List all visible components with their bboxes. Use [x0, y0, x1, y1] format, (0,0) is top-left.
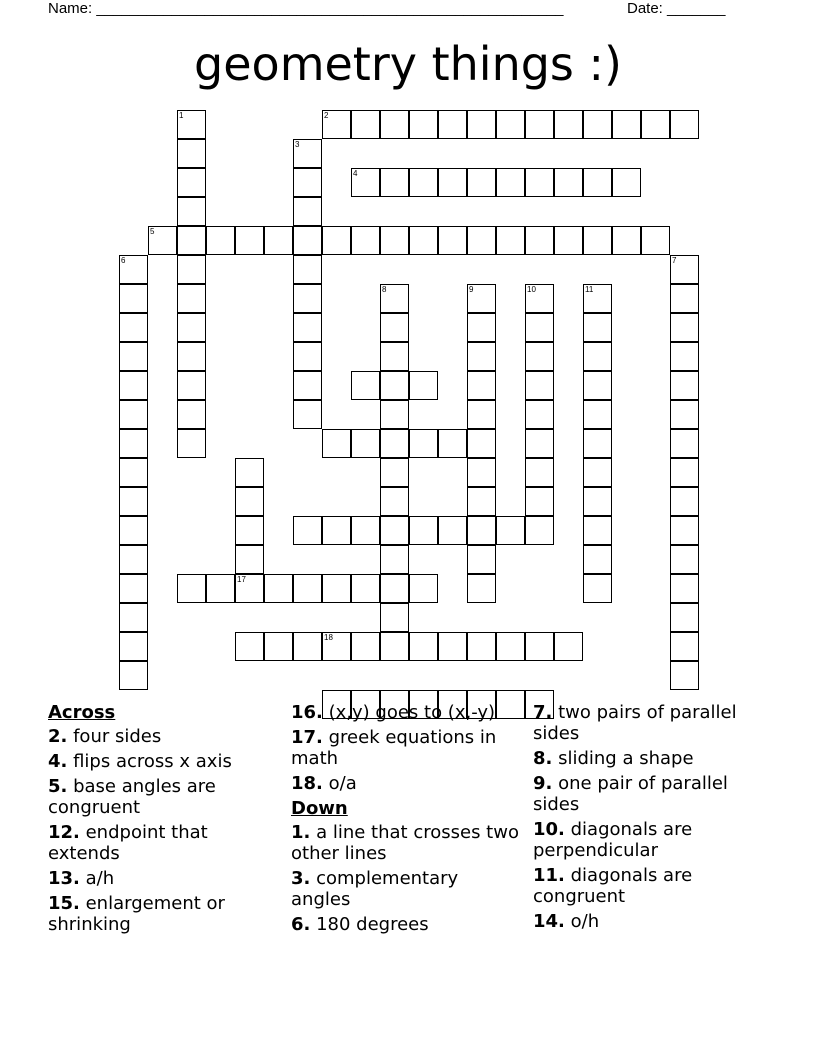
grid-cell[interactable] — [322, 226, 351, 255]
grid-cell[interactable] — [351, 110, 380, 139]
clue-item — [533, 819, 763, 861]
grid-cell[interactable] — [670, 516, 699, 545]
grid-cell[interactable] — [351, 371, 380, 400]
grid-cell[interactable] — [351, 429, 380, 458]
clue-item — [533, 865, 763, 907]
grid-cell[interactable] — [525, 313, 554, 342]
clues-column-2 — [291, 702, 521, 939]
clue-item-text: base angles are congruent — [48, 776, 216, 818]
grid-cell[interactable] — [525, 458, 554, 487]
clue-item-text: 180 degrees — [310, 914, 429, 935]
clue-item — [48, 776, 278, 818]
clue-item — [48, 868, 278, 889]
clue-item — [533, 702, 763, 744]
grid-cell[interactable] — [322, 110, 351, 139]
grid-cell[interactable] — [293, 371, 322, 400]
grid-cell[interactable] — [670, 371, 699, 400]
grid-cell[interactable] — [409, 371, 438, 400]
clue-item-text: diagonals are congruent — [533, 865, 693, 907]
grid-cell[interactable] — [670, 110, 699, 139]
grid-cell[interactable] — [322, 632, 351, 661]
grid-cell[interactable] — [380, 226, 409, 255]
grid-cell[interactable] — [525, 429, 554, 458]
grid-cell[interactable] — [380, 545, 409, 574]
clue-item — [533, 911, 763, 932]
clue-item-number: 11. — [533, 865, 565, 886]
clues-column-1 — [48, 702, 278, 939]
grid-cell[interactable] — [177, 255, 206, 284]
grid-cell[interactable] — [554, 632, 583, 661]
grid-cell[interactable] — [670, 661, 699, 690]
clue-item-number: 18. — [291, 773, 323, 794]
grid-cell[interactable] — [351, 226, 380, 255]
grid-cell[interactable] — [119, 255, 148, 284]
grid-cell[interactable] — [583, 400, 612, 429]
grid-cell[interactable] — [293, 574, 322, 603]
grid-cell[interactable] — [612, 168, 641, 197]
grid-cell[interactable] — [467, 313, 496, 342]
grid-cell[interactable] — [583, 487, 612, 516]
grid-cell[interactable] — [177, 110, 206, 139]
grid-cell[interactable] — [293, 197, 322, 226]
clues-column-3 — [533, 702, 763, 936]
grid-cell[interactable] — [293, 139, 322, 168]
grid-cell[interactable] — [380, 603, 409, 632]
grid-cell[interactable] — [670, 342, 699, 371]
clue-number: 17 — [237, 575, 246, 584]
grid-cell[interactable] — [351, 574, 380, 603]
grid-cell[interactable] — [177, 168, 206, 197]
grid-cell[interactable] — [583, 284, 612, 313]
grid-cell[interactable] — [467, 284, 496, 313]
grid-cell[interactable] — [177, 139, 206, 168]
grid-cell[interactable] — [409, 429, 438, 458]
grid-cell[interactable] — [438, 168, 467, 197]
clue-item-text: sliding a shape — [552, 748, 694, 769]
grid-cell[interactable] — [119, 632, 148, 661]
clue-item — [291, 702, 521, 723]
grid-cell[interactable] — [293, 313, 322, 342]
grid-cell[interactable] — [380, 342, 409, 371]
grid-cell[interactable] — [119, 574, 148, 603]
grid-cell[interactable] — [409, 516, 438, 545]
grid-cell[interactable] — [380, 516, 409, 545]
grid-cell[interactable] — [438, 110, 467, 139]
grid-cell[interactable] — [206, 226, 235, 255]
grid-cell[interactable] — [293, 226, 322, 255]
grid-cell[interactable] — [235, 574, 264, 603]
clue-number: 2 — [324, 111, 329, 120]
grid-cell[interactable] — [525, 371, 554, 400]
grid-cell[interactable] — [583, 110, 612, 139]
clue-item-text: a/h — [79, 868, 115, 889]
clue-item — [533, 748, 763, 769]
grid-cell[interactable] — [119, 342, 148, 371]
grid-cell[interactable] — [119, 487, 148, 516]
grid-cell[interactable] — [525, 400, 554, 429]
grid-cell[interactable] — [583, 545, 612, 574]
clue-item-text: endpoint that extends — [48, 822, 208, 864]
grid-cell[interactable] — [119, 284, 148, 313]
clue-item-number: 12. — [48, 822, 80, 843]
grid-cell[interactable] — [438, 516, 467, 545]
grid-cell[interactable] — [525, 516, 554, 545]
clue-item-text: o/h — [564, 911, 600, 932]
grid-cell[interactable] — [351, 516, 380, 545]
grid-cell[interactable] — [525, 284, 554, 313]
grid-cell[interactable] — [583, 516, 612, 545]
grid-cell[interactable] — [264, 574, 293, 603]
grid-cell[interactable] — [612, 226, 641, 255]
clue-item-text: four sides — [67, 726, 162, 747]
grid-cell[interactable] — [496, 632, 525, 661]
clue-number: 4 — [353, 169, 358, 178]
clue-item — [48, 751, 278, 772]
grid-cell[interactable] — [612, 110, 641, 139]
grid-cell[interactable] — [235, 458, 264, 487]
grid-cell[interactable] — [641, 226, 670, 255]
grid-cell[interactable] — [583, 313, 612, 342]
clue-item-text: a line that crosses two other lines — [291, 822, 519, 864]
clue-item-number: 4. — [48, 751, 68, 772]
grid-cell[interactable] — [119, 661, 148, 690]
grid-cell[interactable] — [177, 342, 206, 371]
grid-cell[interactable] — [177, 284, 206, 313]
grid-cell[interactable] — [525, 342, 554, 371]
grid-cell[interactable] — [351, 168, 380, 197]
grid-cell[interactable] — [119, 458, 148, 487]
grid-cell[interactable] — [467, 110, 496, 139]
grid-cell[interactable] — [583, 458, 612, 487]
grid-cell[interactable] — [641, 110, 670, 139]
clue-heading: Across — [48, 702, 116, 723]
clue-item-text: two pairs of parallel sides — [533, 702, 737, 744]
clue-item-text: greek equations in math — [291, 727, 497, 769]
grid-cell[interactable] — [467, 226, 496, 255]
grid-cell[interactable] — [380, 487, 409, 516]
clue-heading: Down — [291, 798, 348, 819]
clue-item — [291, 914, 521, 935]
clue-item-text: o/a — [322, 773, 357, 794]
grid-cell[interactable] — [467, 545, 496, 574]
grid-cell[interactable] — [670, 574, 699, 603]
clue-item — [291, 773, 521, 794]
clue-number: 9 — [469, 285, 474, 294]
grid-cell[interactable] — [177, 226, 206, 255]
grid-cell[interactable] — [293, 168, 322, 197]
grid-cell[interactable] — [525, 487, 554, 516]
grid-cell[interactable] — [293, 516, 322, 545]
grid-cell[interactable] — [409, 226, 438, 255]
grid-cell[interactable] — [235, 487, 264, 516]
grid-cell[interactable] — [467, 429, 496, 458]
clue-item-number: 13. — [48, 868, 80, 889]
grid-cell[interactable] — [554, 226, 583, 255]
grid-cell[interactable] — [177, 429, 206, 458]
clue-item-number: 14. — [533, 911, 565, 932]
grid-cell[interactable] — [177, 313, 206, 342]
clue-item-number: 2. — [48, 726, 68, 747]
grid-cell[interactable] — [525, 632, 554, 661]
grid-cell[interactable] — [380, 284, 409, 313]
grid-cell[interactable] — [467, 632, 496, 661]
clue-item-number: 9. — [533, 773, 553, 794]
grid-cell[interactable] — [177, 574, 206, 603]
clue-item-text: enlargement or shrinking — [48, 893, 225, 935]
clue-item-text: complementary angles — [291, 868, 459, 910]
grid-cell[interactable] — [380, 110, 409, 139]
grid-cell[interactable] — [235, 516, 264, 545]
grid-cell[interactable] — [293, 284, 322, 313]
grid-cell[interactable] — [670, 400, 699, 429]
grid-cell[interactable] — [438, 226, 467, 255]
clue-item — [291, 822, 521, 864]
grid-cell[interactable] — [119, 545, 148, 574]
clue-item-number: 10. — [533, 819, 565, 840]
clue-number: 11 — [585, 285, 594, 294]
grid-cell[interactable] — [583, 429, 612, 458]
grid-cell[interactable] — [583, 574, 612, 603]
clue-item-number: 1. — [291, 822, 311, 843]
grid-cell[interactable] — [525, 110, 554, 139]
grid-cell[interactable] — [293, 342, 322, 371]
grid-cell[interactable] — [119, 429, 148, 458]
grid-cell[interactable] — [351, 632, 380, 661]
name-field[interactable]: Name: ________________________________________________________ — [48, 0, 564, 17]
clue-item-number: 3. — [291, 868, 311, 889]
grid-cell[interactable] — [467, 342, 496, 371]
grid-cell[interactable] — [293, 400, 322, 429]
grid-cell[interactable] — [409, 632, 438, 661]
grid-cell[interactable] — [264, 226, 293, 255]
grid-cell[interactable] — [525, 226, 554, 255]
grid-cell[interactable] — [322, 516, 351, 545]
clue-item-number: 15. — [48, 893, 80, 914]
grid-cell[interactable] — [467, 168, 496, 197]
clue-number: 1 — [179, 111, 184, 120]
grid-cell[interactable] — [467, 458, 496, 487]
grid-cell[interactable] — [293, 255, 322, 284]
grid-cell[interactable] — [496, 226, 525, 255]
grid-cell[interactable] — [380, 458, 409, 487]
grid-cell[interactable] — [409, 168, 438, 197]
grid-cell[interactable] — [119, 371, 148, 400]
grid-cell[interactable] — [670, 255, 699, 284]
clue-number: 5 — [150, 227, 155, 236]
grid-cell[interactable] — [467, 371, 496, 400]
grid-cell[interactable] — [583, 226, 612, 255]
grid-cell[interactable] — [409, 574, 438, 603]
grid-cell[interactable] — [380, 632, 409, 661]
grid-cell[interactable] — [670, 284, 699, 313]
grid-cell[interactable] — [583, 371, 612, 400]
grid-cell[interactable] — [177, 371, 206, 400]
clue-number: 6 — [121, 256, 126, 265]
clue-item-text: flips across x axis — [67, 751, 232, 772]
grid-cell[interactable] — [177, 197, 206, 226]
grid-cell[interactable] — [235, 632, 264, 661]
grid-cell[interactable] — [554, 110, 583, 139]
clue-number: 7 — [672, 256, 677, 265]
grid-cell[interactable] — [119, 516, 148, 545]
clue-item-number: 8. — [533, 748, 553, 769]
grid-cell[interactable] — [496, 168, 525, 197]
grid-cell[interactable] — [670, 313, 699, 342]
grid-cell[interactable] — [119, 400, 148, 429]
grid-cell[interactable] — [380, 371, 409, 400]
grid-cell[interactable] — [293, 632, 322, 661]
grid-cell[interactable] — [670, 632, 699, 661]
clue-item — [48, 893, 278, 935]
grid-cell[interactable] — [467, 516, 496, 545]
grid-cell[interactable] — [670, 458, 699, 487]
grid-cell[interactable] — [380, 313, 409, 342]
grid-cell[interactable] — [235, 226, 264, 255]
clue-item — [48, 726, 278, 747]
grid-cell[interactable] — [670, 429, 699, 458]
grid-cell[interactable] — [119, 603, 148, 632]
grid-cell[interactable] — [438, 632, 467, 661]
clue-item-text: (x,y) goes to (x,-y) — [322, 702, 496, 723]
clue-item-number: 7. — [533, 702, 553, 723]
clue-number: 3 — [295, 140, 300, 149]
date-field[interactable]: Date: _______ — [627, 0, 726, 17]
grid-cell[interactable] — [380, 168, 409, 197]
grid-cell[interactable] — [177, 400, 206, 429]
clue-number: 18 — [324, 633, 333, 642]
clue-number: 8 — [382, 285, 387, 294]
grid-cell[interactable] — [380, 574, 409, 603]
grid-cell[interactable] — [583, 168, 612, 197]
clue-item-text: diagonals are perpendicular — [533, 819, 693, 861]
grid-cell[interactable] — [322, 429, 351, 458]
clue-item-text: one pair of parallel sides — [533, 773, 728, 815]
clue-number: 10 — [527, 285, 536, 294]
grid-cell[interactable] — [670, 487, 699, 516]
clue-item — [533, 773, 763, 815]
grid-cell[interactable] — [148, 226, 177, 255]
clue-item-number: 6. — [291, 914, 311, 935]
grid-cell[interactable] — [380, 429, 409, 458]
grid-cell[interactable] — [264, 632, 293, 661]
clue-item — [48, 822, 278, 864]
grid-cell[interactable] — [206, 574, 235, 603]
clue-item-number: 5. — [48, 776, 68, 797]
grid-cell[interactable] — [670, 545, 699, 574]
grid-cell[interactable] — [467, 400, 496, 429]
grid-cell[interactable] — [670, 603, 699, 632]
grid-cell[interactable] — [496, 516, 525, 545]
clue-item — [291, 727, 521, 769]
clue-item — [291, 868, 521, 910]
clue-item-number: 17. — [291, 727, 323, 748]
grid-cell[interactable] — [409, 110, 438, 139]
grid-cell[interactable] — [583, 342, 612, 371]
puzzle-title: geometry things :) — [194, 37, 622, 91]
grid-cell[interactable] — [554, 168, 583, 197]
grid-cell[interactable] — [119, 313, 148, 342]
grid-cell[interactable] — [380, 400, 409, 429]
grid-cell[interactable] — [467, 574, 496, 603]
grid-cell[interactable] — [496, 110, 525, 139]
grid-cell[interactable] — [525, 168, 554, 197]
grid-cell[interactable] — [438, 429, 467, 458]
grid-cell[interactable] — [235, 545, 264, 574]
grid-cell[interactable] — [467, 487, 496, 516]
clue-item-number: 16. — [291, 702, 323, 723]
grid-cell[interactable] — [322, 574, 351, 603]
